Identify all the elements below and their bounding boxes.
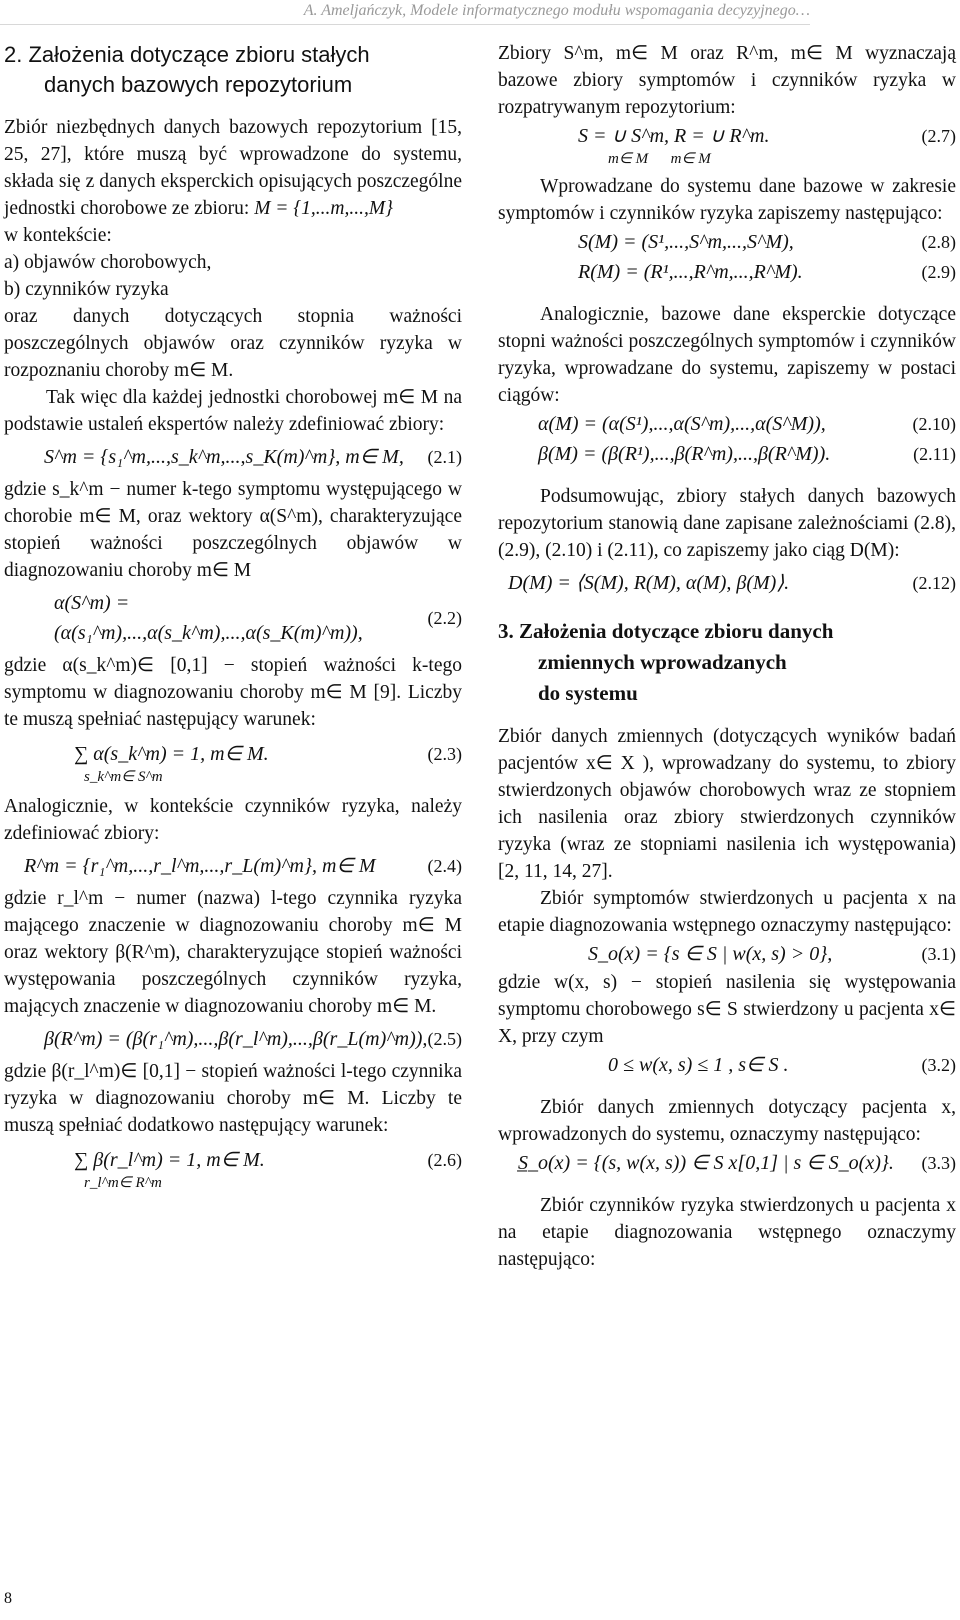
paragraph: gdzie s_k^m − numer k-tego symptomu występującego w chorobie m∈ M, oraz wektory α(S^m), charakteryzujące stopień ważności poszczególnych objawów w diagnozowaniu choroby m∈ M [4, 479, 462, 581]
equation [498, 1148, 956, 1178]
equation-body: S^m = {s₁^m,...,s_k^m,...,s_K(m)^m}, m∈ M, [44, 446, 404, 468]
equation-number: (2.4) [427, 856, 462, 876]
equation-number: (2.12) [912, 573, 956, 593]
equation [498, 227, 956, 257]
section-3-heading-line1: 3. Założenia dotyczące zbioru danych [498, 619, 834, 643]
equation-number: (2.9) [921, 262, 956, 282]
paragraph: Wprowadzane do systemu dane bazowe w zakresie symptomów i czynników ryzyka zapiszemy następująco: [498, 176, 956, 224]
paragraph: Zbiory S^m, m∈ M oraz R^m, m∈ M wyznaczają bazowe zbiory symptomów i czynników ryzyka w rozpatrywanym repozytorium: [498, 43, 956, 118]
equation-number: (2.1) [427, 447, 462, 467]
equation-number: (2.6) [427, 1150, 462, 1170]
page-number: 8 [4, 1590, 12, 1607]
equation-body: R(M) = (R¹,...,R^m,...,R^M). [578, 261, 803, 283]
equation-body: S̲_o(x) = {(s, w(x, s)) ∈ S x[0,1] | s ∈ S_o(x)}. [518, 1152, 894, 1174]
paragraph: Zbiór danych zmiennych dotyczący pacjenta x, wprowadzonych do systemu, oznaczymy następująco: [498, 1097, 956, 1145]
section-3-heading-line2: zmiennych wprowadzanych [538, 650, 787, 674]
equation-subscript: r_l^m∈ R^m [84, 1175, 162, 1191]
equation-body: S = ∪ S^m, R = ∪ R^m. [578, 125, 770, 147]
section-2-heading-line2: danych bazowych repozytorium [44, 72, 353, 97]
equation-number: (2.10) [912, 414, 956, 434]
equation [498, 409, 956, 439]
equation-subscript: s_k^m∈ S^m [84, 769, 163, 785]
equation [498, 564, 956, 602]
equation-body: α(S^m) = (α(s₁^m),...,α(s_k^m),...,α(s_K(m)^m)), [54, 592, 363, 644]
paragraph: Zbiór niezbędnych danych bazowych repozytorium [15, 25, 27], które muszą być wprowadzone do systemu, składa się z danych eksperckich opisujących poszczególne jednostki chorobowe ze zbioru: M = {1,...m,...,M} [4, 117, 462, 219]
equation-body: 0 ≤ w(x, s) ≤ 1 , s∈ S . [608, 1054, 789, 1076]
list-item: a) objawów chorobowych, [4, 252, 212, 273]
equation [4, 1139, 462, 1175]
equation [4, 584, 462, 652]
equation-subscript: m∈ M m∈ M [608, 151, 711, 167]
equation-body: ∑ β(r_l^m) = 1, m∈ M. [74, 1149, 265, 1171]
equation [498, 121, 956, 151]
equation-body: β(M) = (β(R¹),...,β(R^m),...,β(R^M)). [538, 443, 831, 465]
equation [4, 438, 462, 476]
equation [4, 1020, 462, 1058]
equation-number: (2.11) [913, 444, 956, 464]
equation-number: (2.2) [427, 608, 462, 628]
equation [498, 257, 956, 287]
paragraph: gdzie β(r_l^m)∈ [0,1] − stopień ważności l-tego czynnika ryzyka w diagnozowaniu choroby m∈ M. Liczby te muszą spełniać dodatkowo następujący warunek: [4, 1061, 462, 1136]
paragraph: Tak więc dla każdej jednostki chorobowej m∈ M na podstawie ustaleń ekspertów należy zdefiniować zbiory: [4, 387, 462, 435]
equation-body: S(M) = (S¹,...,S^m,...,S^M), [578, 231, 794, 253]
paragraph: Zbiór symptomów stwierdzonych u pacjenta x na etapie diagnozowania wstępnego oznaczymy następująco: [498, 888, 956, 936]
paragraph: Zbiór danych zmiennych (dotyczących wyników badań pacjentów x∈ X ), wprowadzany do systemu, to zbiory stwierdzonych objawów chorobowych wraz ze stopniem ich nasilenia oraz zbiory stwierdzonych czynników ryzyka (wraz ze stopniami nasilenia ich występowania) [2, 11, 14, 27]. [498, 726, 956, 882]
equation-number: (2.7) [921, 126, 956, 146]
inline-math: M = {1,...m,...,M} [254, 198, 393, 219]
paragraph: oraz danych dotyczących stopnia ważności poszczególnych objawów oraz czynników ryzyka w rozpoznaniu choroby m∈ M. [4, 306, 462, 381]
equation [4, 847, 462, 885]
equation-number: (3.3) [921, 1153, 956, 1173]
equation-number: (2.5) [427, 1029, 462, 1049]
list-item: b) czynników ryzyka [4, 279, 169, 300]
equation-body: D(M) = ⟨S(M), R(M), α(M), β(M)⟩. [508, 572, 790, 594]
equation-number: (3.2) [921, 1055, 956, 1075]
running-header: A. Ameljańczyk, Modele informatycznego modułu wspomagania decyzyjnego… [0, 2, 810, 25]
right-column [498, 40, 956, 1273]
equation-body: R^m = {r₁^m,...,r_l^m,...,r_L(m)^m}, m∈ M [24, 855, 376, 877]
left-column [4, 40, 462, 1191]
paragraph: gdzie α(s_k^m)∈ [0,1] − stopień ważności k-tego symptomu w diagnozowaniu choroby m∈ M [9]. Liczby te muszą spełniać następujący warunek: [4, 655, 462, 730]
equation-body: S_o(x) = {s ∈ S | w(x, s) > 0}, [588, 943, 833, 965]
paragraph: Podsumowując, zbiory stałych danych bazowych repozytorium stanowią dane zapisane zależnościami (2.8), (2.9), (2.10) i (2.11), co zapiszemy jako ciąg D(M): [498, 486, 956, 561]
paragraph: w kontekście: [4, 225, 112, 246]
paragraph: Analogicznie, w kontekście czynników ryzyka, należy zdefiniować zbiory: [4, 796, 462, 844]
section-2-heading-line1: 2. Założenia dotyczące zbioru stałych [4, 42, 370, 67]
equation-body: α(M) = (α(S¹),...,α(S^m),...,α(S^M)), [538, 413, 826, 435]
equation-body: β(R^m) = (β(r₁^m),...,β(r_l^m),...,β(r_L(m)^m)), [44, 1028, 428, 1050]
equation-number: (3.1) [921, 944, 956, 964]
equation [498, 1050, 956, 1080]
section-3-heading-line3: do systemu [538, 681, 638, 705]
paragraph: Analogicznie, bazowe dane eksperckie dotyczące stopni ważności poszczególnych symptomów i czynników ryzyka, wprowadzane do systemu, zapiszemy w postaci ciągów: [498, 304, 956, 406]
equation-number: (2.3) [427, 744, 462, 764]
paragraph: Zbiór czynników ryzyka stwierdzonych u pacjenta x na etapie diagnozowania wstępnego oznaczymy następująco: [498, 1195, 956, 1270]
equation [498, 439, 956, 469]
paragraph: gdzie r_l^m − numer (nazwa) l-tego czynnika ryzyka mającego znaczenie w diagnozowaniu choroby m∈ M oraz wektory β(R^m), charakteryzujące stopień ważności występowania poszczególnych czynników ryzyka, mających znaczenie w diagnozowaniu choroby m∈ M. [4, 888, 462, 1017]
equation-body: ∑ α(s_k^m) = 1, m∈ M. [74, 743, 269, 765]
equation [498, 939, 956, 969]
paragraph: gdzie w(x, s) − stopień nasilenia się występowania symptomu chorobowego s∈ S stwierdzony u pacjenta x∈ X, przy czym [498, 972, 956, 1047]
equation [4, 733, 462, 769]
equation-number: (2.8) [921, 232, 956, 252]
